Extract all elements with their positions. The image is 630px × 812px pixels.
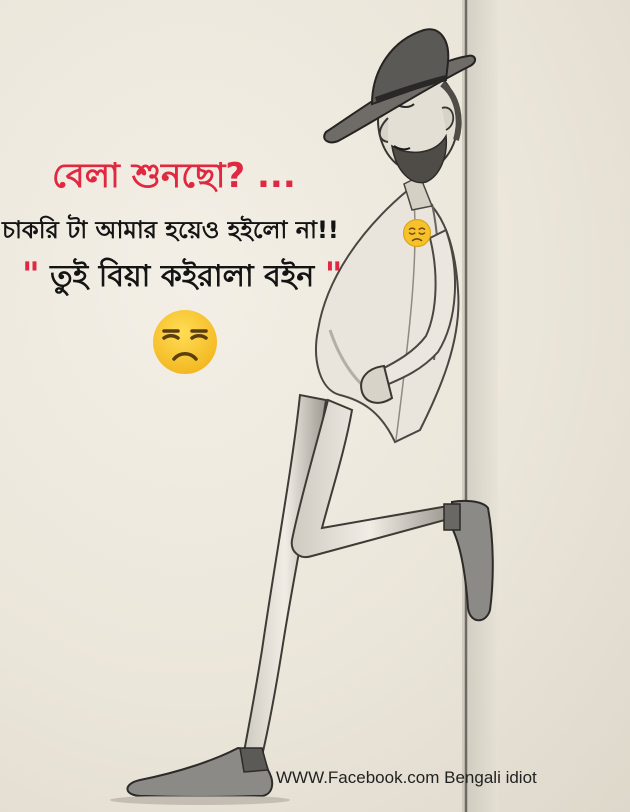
watermark-credit: WWW.Facebook.com Bengali idiot (276, 768, 537, 787)
close-quote: " (324, 255, 343, 295)
open-quote: " (22, 255, 40, 295)
wall (462, 0, 498, 812)
caption-line-3-text: তুই বিয়া কইরালা বইন (50, 259, 315, 294)
caption-line-1: বেলা শুনছো? ... (52, 156, 296, 196)
pensive-face-icon (402, 218, 432, 248)
caption-line-2: চাকরি টা আমার হয়েও হইলো না!! (2, 216, 339, 244)
caption-line-3 (22, 252, 343, 303)
standing-leg (110, 395, 326, 805)
unamused-face-icon (150, 307, 220, 377)
